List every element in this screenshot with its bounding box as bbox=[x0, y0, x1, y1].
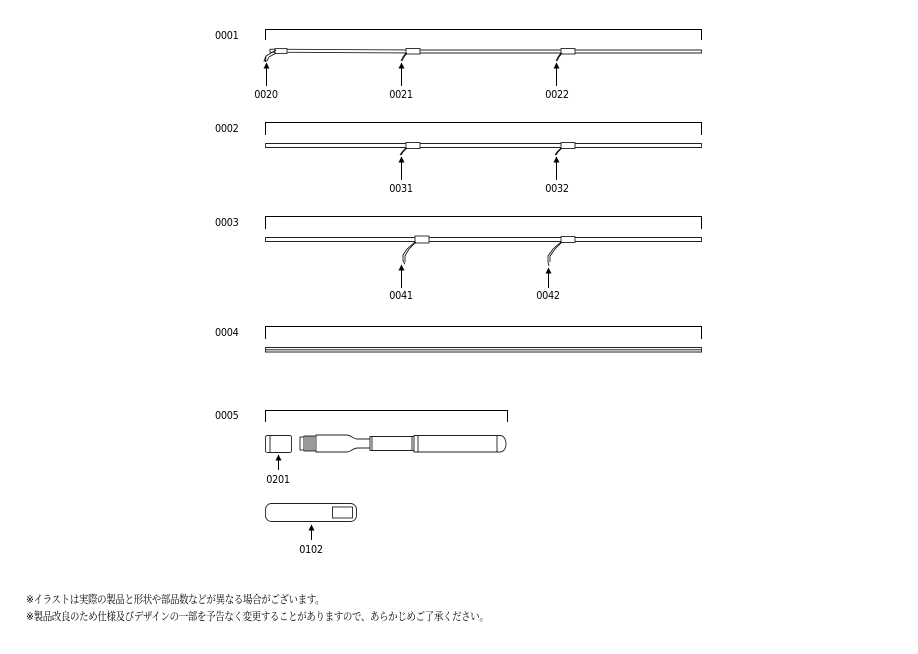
part-number-0201: 0201 bbox=[266, 473, 290, 486]
rod-0001 bbox=[270, 49, 702, 53]
part-number-0031: 0031 bbox=[389, 182, 413, 195]
tip-top-guide bbox=[264, 49, 287, 62]
section-0004 bbox=[266, 327, 702, 353]
butt-cap bbox=[266, 436, 292, 453]
section-0005 bbox=[266, 411, 508, 541]
rod-0002 bbox=[266, 144, 702, 148]
bracket-0004 bbox=[266, 327, 702, 340]
section-0002 bbox=[266, 123, 702, 181]
bracket-0005 bbox=[266, 411, 508, 423]
part-number-0032: 0032 bbox=[545, 182, 569, 195]
rod-0003 bbox=[266, 238, 702, 242]
bracket-0002 bbox=[266, 123, 702, 136]
bracket-0003 bbox=[266, 217, 702, 230]
section-label-0004: 0004 bbox=[215, 326, 239, 339]
disclaimer-note-1: ※イラストは実際の製品と形状や部品数などが異なる場合がございます。 bbox=[26, 593, 325, 606]
part-number-0022: 0022 bbox=[545, 88, 569, 101]
section-label-0005: 0005 bbox=[215, 409, 239, 422]
section-0003 bbox=[266, 217, 702, 289]
part-number-0020: 0020 bbox=[254, 88, 278, 101]
part-number-0021: 0021 bbox=[389, 88, 413, 101]
section-label-0002: 0002 bbox=[215, 122, 239, 135]
handle-grip bbox=[300, 435, 506, 452]
section-label-0001: 0001 bbox=[215, 29, 239, 42]
part-number-0102: 0102 bbox=[299, 543, 323, 556]
part-number-0042: 0042 bbox=[536, 289, 560, 302]
disclaimer-note-2: ※製品改良のため仕様及びデザインの一部を予告なく変更することがありますので、あらかじめご了承ください。 bbox=[26, 610, 489, 623]
section-0001 bbox=[264, 30, 702, 87]
rod-case bbox=[266, 504, 357, 522]
bracket-0001 bbox=[266, 30, 702, 41]
part-number-0041: 0041 bbox=[389, 289, 413, 302]
section-label-0003: 0003 bbox=[215, 216, 239, 229]
